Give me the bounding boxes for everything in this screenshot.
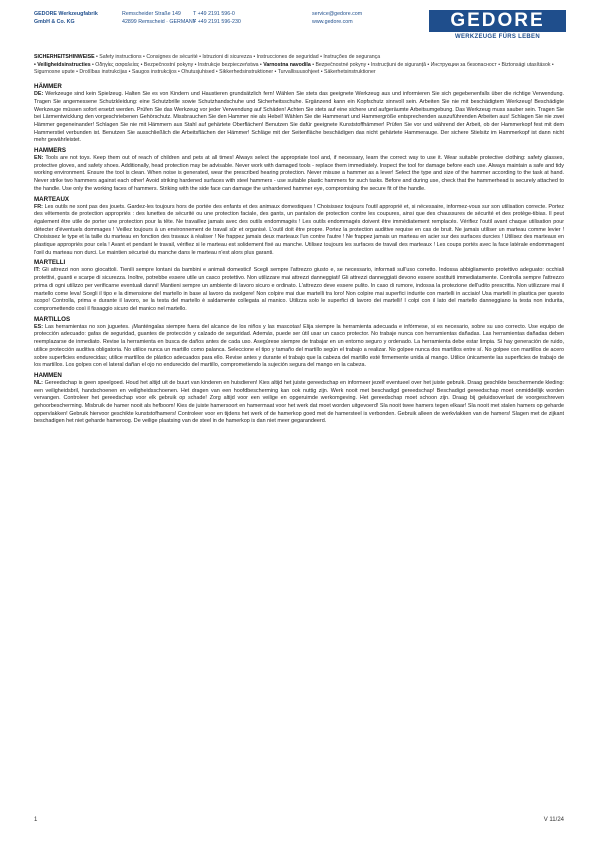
intro-heading: SICHERHEITSHINWEISE: [34, 54, 95, 60]
section-text: [34, 324, 564, 370]
section-body: Tools are not toys. Keep them out of reach of children and pets at all times! Always select the appropriate tool and, if necessary, learn the correct way to use it. Wear suitable protective clothing: safety glasses, protective gloves, and safety shoes. Additionally, head protection may be advisable. Never work with damaged tools - replace them immediately. Inspect the tool for damage before each use. Always maintain a safe and tidy working environment. Ensure the tool is clean. When noise is generated, wear the prescribed hearing protection. Never misuse a hammer as a lever! Select the type and size of the hammer according to the task at hand. Never strike two hammers against each other! Avoid striking hardened surfaces with steel hammers - use suitable plastic hammers for such tasks. Before and during use, check that the hammerhead is securely attached to the handle. Use only the working faces of hammers. Striking with the side face can damage the unhardened hammer eye, compromising the secure fit of the handle.: [34, 155, 564, 192]
language-code: ES:: [34, 323, 43, 330]
fax-line: F +49 2191 596-230: [193, 19, 241, 25]
section-body: Les outils ne sont pas des jouets. Gardez-les toujours hors de portée des enfants et des animaux domestiques ! Choisissez toujours l'outil approprié et, si nécessaire, informez-vous sur son utilisation correcte. Portez des vêtements de protection appropriés : des lunettes de sécurité ou une protection faciale, des gants, un pantalon de protection contre les coupures, ainsi que des chaussures de sécurité et des protège-tibias. Il peut également être utile de porter une protection pour la tête. Ne travaillez jamais avec des outils endommagés ! Les outils endommagés doivent être immédiatement remplacés. Vérifiez l'outil avant chaque utilisation pour détecter d'éventuels dommages ! Veillez toujours à un environnement de travail sûr et organisé. L'outil doit être propre. Portez la protection auditive requise en cas de bruit. Ne jamais utiliser un marteau comme levier ! Choisissez le type et la taille du marteau en fonction des travaux à réaliser ! Ne frappez jamais deux marteaux l'un contre l'autre ! Ne frappez jamais un marteau en acier sur des surfaces durcies ! Utilisez des marteaux en plastique appropriés pour cela ! Avant et pendant le travail, vérifiez si le marteau est solidement fixé au manche. Utilisez toujours les surfaces de travail des marteaux ! Les coups portés avec la face latérale endommagent l'œil du marteau non durci. Le maintien sécurisé du manche dans le marteau n'est alors plus garanti.: [34, 203, 564, 256]
section-text: [34, 267, 564, 313]
company-name: [34, 10, 98, 26]
logo-slogan: WERKZEUGE FÜRS LEBEN: [454, 34, 540, 40]
intro-bold-3: Varnostna navodila: [263, 61, 311, 68]
section-title: HÄMMER: [34, 83, 62, 91]
section-de: [34, 83, 564, 145]
language-code: FR:: [34, 203, 43, 210]
section-title: MARTILLOS: [34, 315, 71, 323]
company-address: [122, 10, 196, 26]
section-text: [34, 204, 564, 258]
gedore-logo: [429, 10, 566, 42]
section-fr: [34, 196, 564, 258]
intro-text-2: • Οδηγίες ασφαλείας • Bezpečnostní pokyny • Instrukcje bezpieczeństwa •: [90, 61, 264, 68]
website-link[interactable]: www.gedore.com: [312, 19, 353, 25]
section-title: HAMMEN: [34, 371, 62, 379]
language-code: IT:: [34, 267, 40, 274]
section-text: [34, 155, 564, 194]
language-code: DE:: [34, 91, 44, 98]
section-en: [34, 147, 564, 194]
section-it: [34, 259, 564, 313]
section-body: Gereedschap is geen speelgoed. Houd het altijd uit de buurt van kinderen en huisdieren! Kies altijd het juiste gereedschap en informeer jezelf eventueel over het juiste gebruik. Draag geschikte beschermende kleding: een veiligheidsbril, handschoenen en veiligheidsschoenen. Het dragen van een hoofdbescherming kan ook nuttig zijn. Werk nooit met beschadigd gereedschap! Beschadigd gereedschap moet onmiddellijk worden vervangen. Controleer het gereedschap voor elk gebruik op schade! Zorg altijd voor een veilige en opgeruimde werkomgeving. Het gereedschap moet schoon zijn. Draag bij geluidsoverlast de voorgeschreven gehoorbescherming. Misbruik de hamer nooit als hefboom! Kies de juiste hamersoort en hamermaat voor het werk dat moet worden uitgevoerd! Sla nooit twee hamers tegen elkaar! Sla nooit met stalen hamers op geharde oppervlakken! Gebruik hiervoor geschikte kunststofhamers! Controleer voor en tijdens het werk of de hamerkop goed met de hamersteel is verbonden. Gebruik alleen de werkvlakken van de hamers! Slagen met de zijkant beschadigen het niet geharde hameroog. De veilige plaatsing van de steel in de hamerkop is dan niet meer gegarandeerd.: [34, 379, 564, 425]
company-phone: [193, 10, 241, 26]
section-es: [34, 316, 564, 370]
page-header: [0, 0, 596, 44]
address-line-2: 42899 Remscheid · GERMANY: [122, 19, 197, 25]
document-version: V 11/24: [543, 817, 564, 823]
company-web[interactable]: [312, 10, 362, 26]
section-body: Werkzeuge sind kein Spielzeug. Halten Sie es von Kindern und Haustieren grundsätzlich fern! Wählen Sie stets das geeignete Werkzeug aus und informieren Sie sich gegebenenfalls über die richtige Verwendung. Tragen Sie angemessene Schutzkleidung: eine Schutzbrille sowie Schutzhandschuhe und Sicherheitsschuhe. Ergänzend kann ein Kopfschutz sinnvoll sein. Arbeiten Sie nie mit beschädigtem Werkzeug! Beschädigte Werkzeuge müssen sofort ersetzt werden. Prüfen Sie das Werkzeug vor jeder Verwendung auf Schäden! Achten Sie stets auf eine sichere und aufgeräumte Arbeitsumgebung. Das Werkzeug muss sauber sein. Tragen Sie bei Lärmentwicklung den vorgeschriebenen Gehörschutz. Missbrauchen Sie den Hammer nie als Hebel! Wählen Sie die Hammerart und Hammergröße entsprechenden auszuführenden Arbeiten aus! Schlagen Sie nie zwei Hämmer gegeneinander! Schlagen Sie nie mit Hämmern aus Stahl auf gehärtete Oberflächen! Benutzen Sie dafür geeignete Kunststoffhämmer! Prüfen Sie vor und während der Arbeit, ob der Hammerkopf fest mit dem Hammerstiel verbunden ist. Benutzen Sie ausschließlich die Arbeitsflächen der Hämmer! Schläge mit der Seitenfläche beschädigen das nicht gehärtete Hammerauge. Der sichere Stielsitz im Hammerkopf ist dann nicht mehr gewährleistet.: [34, 91, 564, 144]
section-body: Gli attrezzi non sono giocattoli. Tienili sempre lontani da bambini e animali domestici! Scegli sempre l'attrezzo giusto e, se necessario, informati sull'uso corretto. Indossa abbigliamento protettivo adeguato: occhiali protettivi, guanti e scarpe di sicurezza. Inoltre, potrebbe essere utile un casco protettivo. Non utilizzare mai attrezzi danneggiati! Gli attrezzi danneggiati devono essere sostituiti immediatamente. Controlla sempre l'attrezzo prima di ogni utilizzo per verificarne eventuali danni! Mantieni sempre un ambiente di lavoro sicuro e ordinato. L'attrezzo deve essere pulito. In caso di rumore, indossa la protezione dell'udito prescritta. Non utilizzare mai il martello come leva! Scegli il tipo e la dimensione del martello in base al lavoro da svolgere! Non colpire mai due martelli tra loro! Non colpire mai superfici indurite con martelli in acciaio! Usa martelli in plastica per questo scopo! Controlla, prima e durante il lavoro, se la testa del martello è saldamente collegata al manico. Utilizza solo le superfici di lavoro dei martelli! I colpi con il lato del martello danneggiano la testa non indurita, compromettendo così il fissaggio sicuro del manico nel martello.: [34, 267, 564, 312]
document-body: [34, 54, 564, 428]
email-link[interactable]: service@gedore.com: [312, 11, 363, 17]
language-code: EN:: [34, 155, 44, 162]
company-line-2: GmbH & Co. KG: [34, 19, 75, 25]
section-text: [34, 380, 564, 426]
page-number: 1: [34, 817, 38, 823]
phone-line: T +49 2191 596-0: [193, 11, 235, 17]
intro-text-1: • Safety instructions • Consignes de sécurité • Istruzioni di sicurezza • Instrucciones de seguridad • Instruções de segurança: [94, 54, 381, 60]
section-nl: [34, 372, 564, 426]
company-line-1: GEDORE Werkzeugfabrik: [34, 11, 98, 17]
address-line-1: Remscheider Straße 149: [122, 11, 181, 17]
intro-text-3: • Bezpečnostné pokyny • Instrucțiuni de siguranță • Инструкции за безопасност • Biztonsági utasítások • Sigurnosne upute • Drošības instrukcijas • Saugos instrukcijos • Ohutusjuhised • Sikkerhedsinstruktioner • Turvallisuusohjeet • Säkerhetsinstruktioner: [34, 61, 554, 76]
language-code: NL:: [34, 379, 43, 386]
section-body: Las herramientas no son juguetes. ¡Manténgalas siempre fuera del alcance de los niños y las mascotas! Elija siempre la herramienta adecuada e infórmese, si es necesario, sobre su uso correcto. Use equipo de protección adecuado: gafas de seguridad, guantes de protección y calzado de seguridad. Además, puede ser útil usar un casco protector. No trabaje nunca con herramientas dañadas. Las herramientas dañadas deben reemplazarse de inmediato. Revise la herramienta en busca de daños antes de cada uso. Asegúrese siempre de trabajar en un entorno seguro y ordenado. La herramienta debe estar limpia. Si hay generación de ruido, utilice protección auditiva obligatoria. No utilice nunca un martillo como palanca. Seleccione el tipo y tamaño del martillo según el trabajo a realizar. No golpee nunca dos martillos entre sí. No golpee con martillos de acero sobre superficies endurecidas; utilice martillos de plástico adecuados para ello. Revise antes y durante el trabajo que la cabeza del martillo esté firmemente unida al mango. Utilice únicamente las superficies de trabajo de los martillos. Los golpes con el lateral dañan el ojo no endurecido del martillo, comprometiendo la sujeción segura del mango en la cabeza.: [34, 323, 564, 369]
logo-wordmark: GEDORE: [429, 10, 566, 32]
section-title: HAMMERS: [34, 147, 66, 155]
section-title: MARTELLI: [34, 259, 66, 267]
languages-intro: [34, 54, 564, 77]
intro-bold-2: • Veiligheidsinstructies: [34, 61, 91, 68]
section-text: [34, 91, 564, 145]
section-title: MARTEAUX: [34, 195, 70, 203]
